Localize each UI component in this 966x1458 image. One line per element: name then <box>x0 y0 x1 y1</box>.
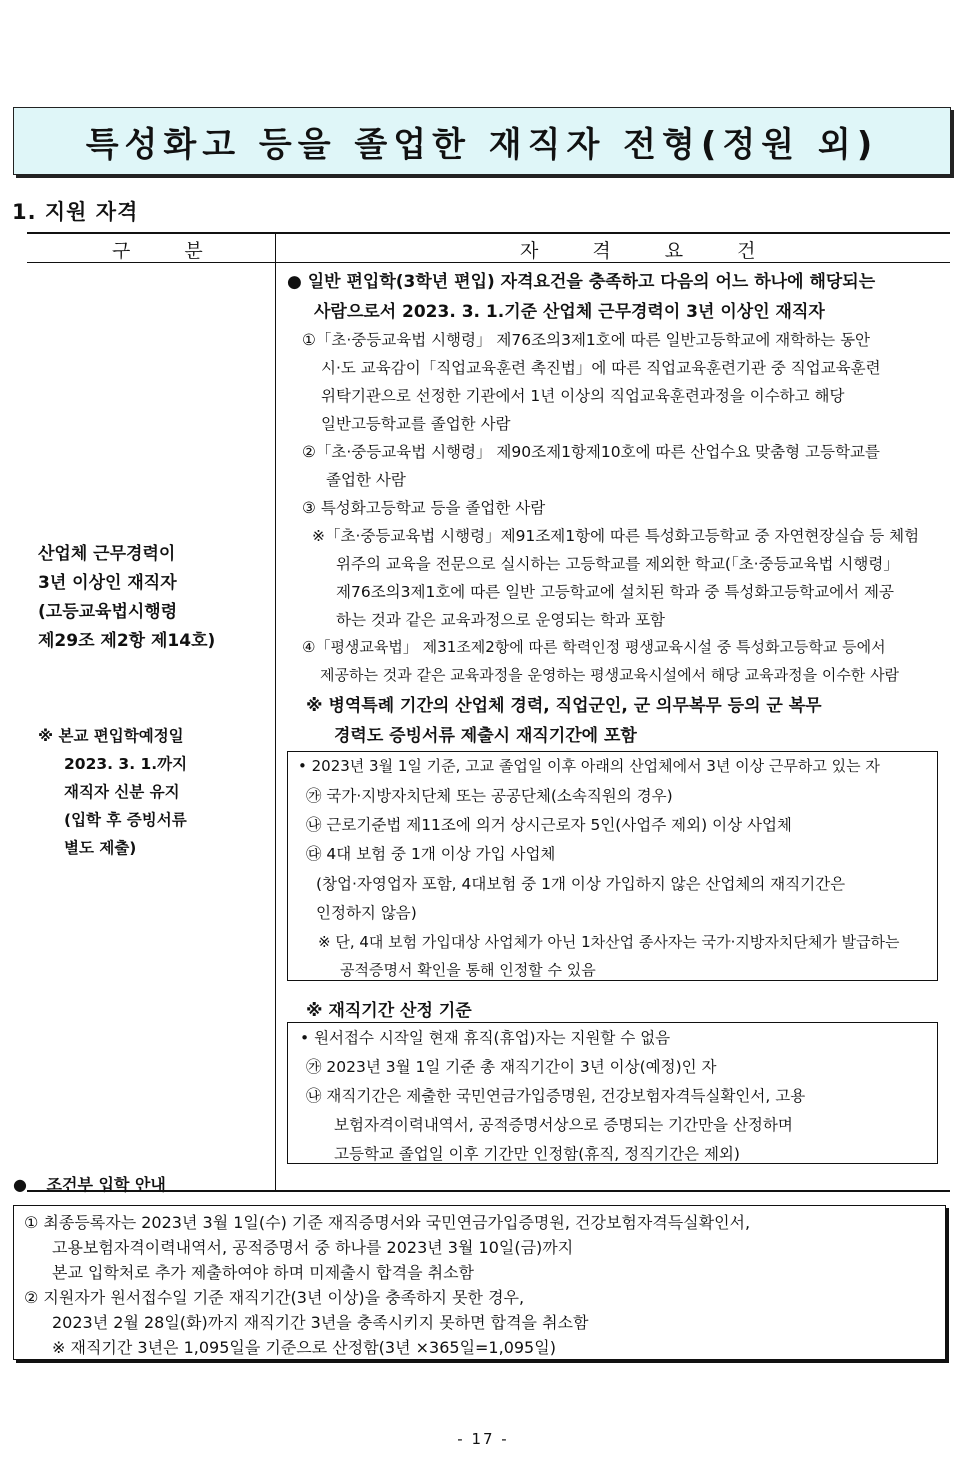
conditional-line: ① 최종등록자는 2023년 3월 1일(수) 기준 재직증명서와 국민연금가입증명원, 건강보험자격득실확인서, <box>24 1213 751 1232</box>
title-banner <box>13 107 951 175</box>
table-header-requirements: 자 격 요 건 <box>520 240 780 262</box>
category-line: 3년 이상인 재직자 <box>38 573 177 593</box>
conditional-box <box>13 1205 946 1360</box>
table-header-category: 구 분 <box>112 240 227 262</box>
main-requirement-line: 사람으로서 2023. 3. 1.기준 산업체 근무경력이 3년 이상인 재직자 <box>314 302 825 322</box>
employer-line: 공적증명서 확인을 통해 인정할 수 있음 <box>340 961 596 979</box>
note-line: 별도 제출) <box>64 839 137 857</box>
note-line: ※ 본교 편입학예정일 <box>38 727 184 745</box>
conditional-line: 고용보험자격이력내역서, 공적증명서 중 하나를 2023년 3월 10일(금)까지 <box>52 1238 574 1257</box>
section-heading: 1. 지원 자격 <box>12 200 139 224</box>
tenure-line: ㉯ 재직기간은 제출한 국민연금가입증명원, 건강보험자격득실확인서, 고용 <box>306 1087 806 1105</box>
item1-line: 시·도 교육감이「직업교육훈련 촉진법」에 따른 직업교육훈련기관 중 직업교육훈련 <box>321 359 881 377</box>
conditional-line: 2023년 2월 28일(화)까지 재직기간 3년을 충족시키지 못하면 합격을 취소함 <box>52 1313 589 1332</box>
item3-note-line: 하는 것과 같은 교육과정으로 운영되는 학과 포함 <box>336 611 666 629</box>
employer-line: (창업·자영업자 포함, 4대보험 중 1개 이상 가입하지 않은 산업체의 재직기간은 <box>316 875 846 893</box>
item1-line: 위탁기관으로 선정한 기관에서 1년 이상의 직업교육훈련과정을 이수하고 해당 <box>321 387 845 405</box>
conditional-line: ② 지원자가 원서접수일 기준 재직기간(3년 이상)을 충족하지 못한 경우, <box>24 1288 525 1307</box>
category-line: 산업체 근무경력이 <box>38 544 176 564</box>
item3-note-line: ※「초·중등교육법 시행령」제91조제1항에 따른 특성화고등학교 중 자연현장실습 등 체험 <box>312 527 920 545</box>
item3-note-line: 제76조의3제1호에 따른 일반 고등학교에 설치된 학과 중 특성화고등학교에서 제공 <box>336 583 895 601</box>
military-note-line: ※ 병역특례 기간의 산업체 경력, 직업군인, 군 의무복무 등의 군 복무 <box>306 696 822 716</box>
conditional-heading-text: 조건부 입학 안내 <box>46 1175 166 1194</box>
item2-line: 졸업한 사람 <box>326 471 406 489</box>
table-column-divider <box>275 233 276 1190</box>
conditional-heading <box>13 1172 166 1195</box>
enrollment-note <box>38 722 187 862</box>
tenure-line: 보험자격이력내역서, 공적증명서상으로 증명되는 기간만을 산정하며 <box>334 1116 793 1134</box>
category-line: 제29조 제2항 제14호) <box>38 631 216 651</box>
item4-line: 제공하는 것과 같은 교육과정을 운영하는 평생교육시설에서 해당 교육과정을 이수한 사람 <box>320 666 900 684</box>
tenure-line: 고등학교 졸업일 이후 기간만 인정함(휴직, 정직기간은 제외) <box>334 1145 740 1163</box>
category-line: (고등교육법시행령 <box>38 602 178 622</box>
item1-line: ①「초·중등교육법 시행령」 제76조의3제1호에 따른 일반고등학교에 재학하는 동안 <box>302 331 871 349</box>
tenure-line: ㉮ 2023년 3월 1일 기준 총 재직기간이 3년 이상(예정)인 자 <box>306 1058 717 1076</box>
main-requirement-line: ● 일반 편입학(3학년 편입) 자격요건을 충족하고 다음의 어느 하나에 해당되는 <box>287 272 876 292</box>
employer-line: ㉯ 근로기준법 제11조에 의거 상시근로자 5인(사업주 제외) 이상 사업체 <box>306 816 792 834</box>
table-top-border <box>27 232 950 234</box>
item2-line: ②「초·중등교육법 시행령」 제90조제1항제10호에 따른 산업수요 맞춤형 고등학교를 <box>302 443 880 461</box>
page-number: - 17 - <box>457 1430 509 1448</box>
military-note-line: 경력도 증빙서류 제출시 재직기간에 포함 <box>334 726 637 746</box>
item4-line: ④「평생교육법」 제31조제2항에 따른 학력인정 평생교육시설 중 특성화고등학교 등에서 <box>302 638 886 656</box>
conditional-line: 본교 입학처로 추가 제출하여야 하며 미제출시 합격을 취소함 <box>52 1263 475 1282</box>
item3-line: ③ 특성화고등학교 등을 졸업한 사람 <box>302 499 546 517</box>
employer-line: ㉰ 4대 보험 중 1개 이상 가입 사업체 <box>306 845 556 863</box>
bullet-icon: ● <box>13 1175 27 1194</box>
note-line: 재직자 신분 유지 <box>64 783 180 801</box>
note-line: 2023. 3. 1.까지 <box>64 755 188 773</box>
tenure-heading: ※ 재직기간 산정 기준 <box>306 1001 472 1021</box>
item3-note-line: 위주의 교육을 전문으로 실시하는 고등학교를 제외한 학교(「초·중등교육법 시행령」 <box>336 555 899 573</box>
employer-line: ㉮ 국가·지방자치단체 또는 공공단체(소속직원의 경우) <box>306 787 673 805</box>
tenure-line: • 원서접수 시작일 현재 휴직(휴업)자는 지원할 수 없음 <box>300 1029 671 1047</box>
employer-line: • 2023년 3월 1일 기준, 고교 졸업일 이후 아래의 산업체에서 3년 이상 근무하고 있는 자 <box>298 757 880 775</box>
category-cell <box>38 540 215 656</box>
employer-line: ※ 단, 4대 보험 가입대상 사업체가 아닌 1차산업 종사자는 국가·지방자치단체가 발급하는 <box>318 933 900 951</box>
employer-line: 인정하지 않음) <box>316 904 417 922</box>
page-title: 특성화고 등을 졸업한 재직자 전형(정원 외) <box>85 124 879 165</box>
item1-line: 일반고등학교를 졸업한 사람 <box>321 415 511 433</box>
note-line: (입학 후 증빙서류 <box>64 811 187 829</box>
conditional-line: ※ 재직기간 3년은 1,095일을 기준으로 산정함(3년 ×365일=1,095일) <box>52 1338 556 1357</box>
